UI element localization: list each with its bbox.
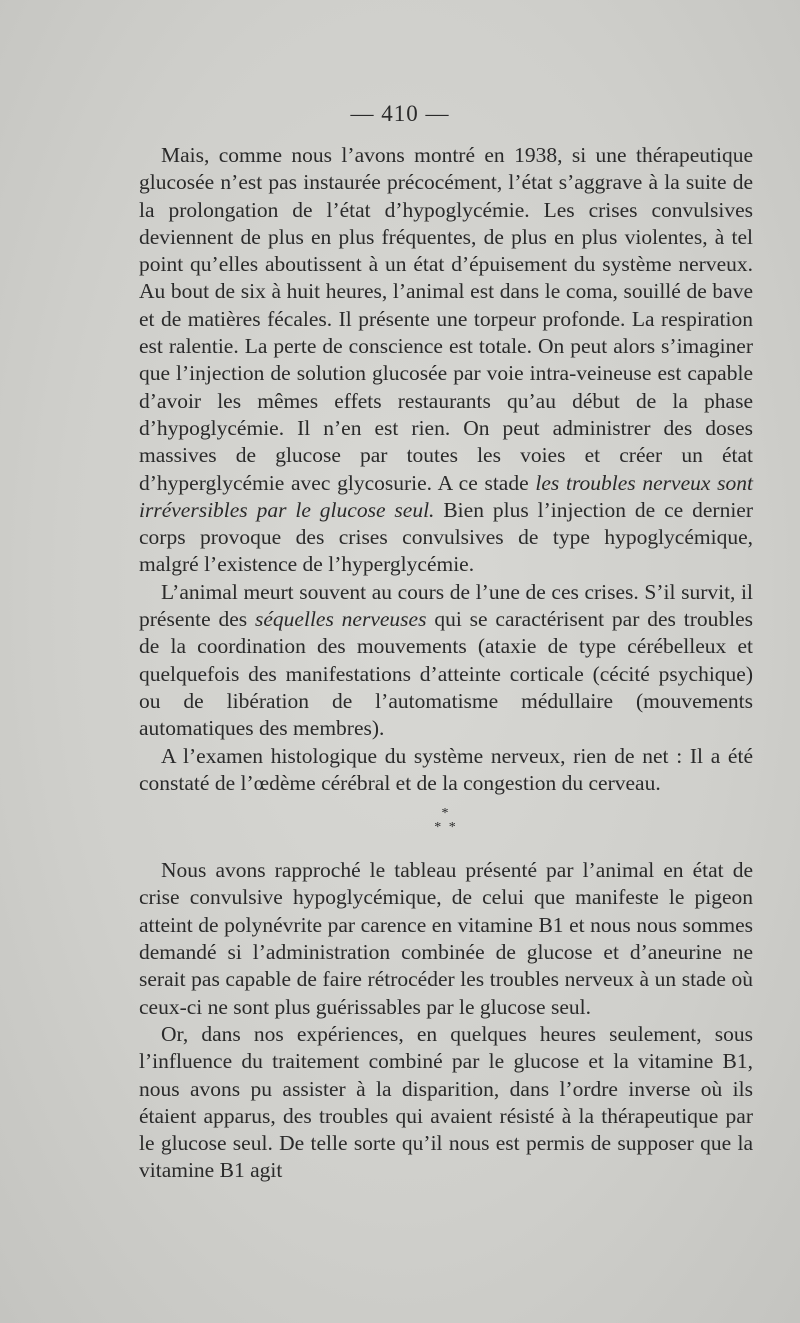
paragraph bbox=[139, 579, 753, 743]
paragraph bbox=[139, 142, 753, 579]
text-run: qui se caractérisent par des troubles de la coordination des mouvements (ataxie de type cérébelleux et quelquefois des manifestations d’atteinte corticale (cécité psychique) ou de libération de l’automatisme médullaire (mouvements automatiques des membres). bbox=[139, 607, 753, 741]
asterism-separator bbox=[139, 807, 753, 835]
page-number: — 410 — bbox=[350, 101, 450, 126]
paragraph bbox=[139, 857, 753, 1021]
asterism-bottom: * * bbox=[434, 820, 458, 836]
body-text bbox=[139, 142, 753, 1185]
italic-phrase: séquelles nerveuses bbox=[255, 607, 427, 632]
text-run: Mais, comme nous l’avons montré en 1938, si une thérapeutique glucosée n’est pas instaurée précocément, l’état s’aggrave à la suite de la prolongation de l’état d’hypoglycémie. Les crises convulsives deviennent de plus en plus fréquentes, de plus en plus violentes, à tel point qu’elles aboutissent à un état d’épuisement du système nerveux. Au bout de six à huit heures, l’animal est dans le coma, souillé de bave et de matières fécales. Il présente une torpeur profonde. La respiration est ralentie. La perte de conscience est totale. On peut alors s’imaginer que l’injection de solution glucosée par voie intra-veineuse est capable d’avoir les mêmes effets restaurants qu’au début de la phase d’hypoglycémie. Il n’en est rien. On peut administrer des doses massives de glucose par toutes les voies et créer un état d’hyperglycémie avec glycosurie. A ce stade bbox=[139, 143, 753, 495]
italic-phrase: les troubles nerveux sont irréversibles par le glucose seul. bbox=[139, 470, 753, 522]
text-run: Nous avons rapproché le tableau présenté par l’animal en état de crise convulsive hypoglycémique, de celui que manifeste le pigeon atteint de polynévrite par carence en vitamine B1 et nous nous sommes demandé si l’administration combinée de glucose et d’aneurine ne serait pas capable de faire rétrocéder les troubles nerveux à un stade où ceux-ci ne sont plus guérissables par le glucose seul. bbox=[139, 858, 753, 1019]
text-run: Bien plus l’injection de ce dernier corps provoque des crises convulsives de type hypoglycémique, malgré l’existence de l’hyperglycémie. bbox=[139, 497, 753, 577]
asterism-top: * bbox=[441, 806, 451, 822]
paragraph bbox=[139, 1021, 753, 1185]
text-run: L’animal meurt souvent au cours de l’une de ces crises. S’il survit, il présente des bbox=[139, 579, 753, 632]
section-1 bbox=[139, 142, 753, 797]
text-run: Or, dans nos expériences, en quelques heures seulement, sous l’influence du traitement combiné par le glucose et la vitamine B1, nous avons pu assister à la disparition, dans l’ordre inverse où ils étaient apparus, des troubles qui avaient résisté à la thérapeutique par le glucose seul. De telle sorte qu’il nous est permis de supposer que la vitamine B1 agit bbox=[139, 1021, 753, 1183]
paragraph bbox=[139, 743, 753, 798]
text-run: A l’examen histologique du système nerveux, rien de net : Il a été constaté de l’œdème cérébral et de la congestion du cerveau. bbox=[139, 743, 753, 795]
section-2 bbox=[139, 857, 753, 1185]
